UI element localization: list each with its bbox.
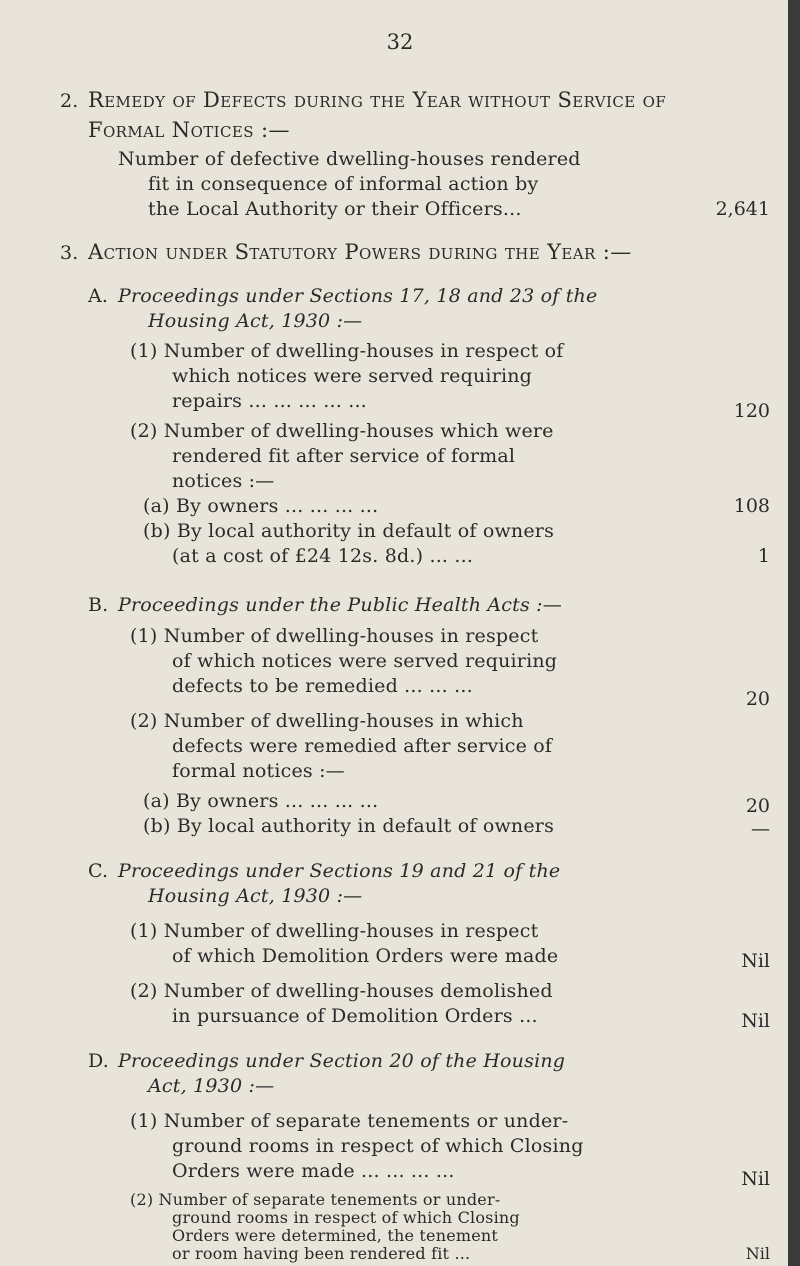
d-item-2-line: ground rooms in respect of which Closing bbox=[172, 1208, 520, 1227]
subsection-c-heading: Proceedings under Sections 19 and 21 of the bbox=[118, 860, 561, 882]
b-item-2a-value: 20 bbox=[745, 795, 770, 817]
d-item-1-line: ground rooms in respect of which Closing bbox=[172, 1135, 584, 1157]
subsection-c-letter: C. bbox=[88, 860, 109, 882]
a-item-2b-value: 1 bbox=[757, 545, 770, 567]
d-item-1-value: Nil bbox=[741, 1168, 770, 1190]
a-item-2b-line: (at a cost of £24 12s. 8d.) ... ... bbox=[172, 545, 474, 567]
d-item-2-value: Nil bbox=[745, 1244, 770, 1263]
c-item-2-line: (2) Number of dwelling-houses demolished bbox=[130, 980, 553, 1002]
b-item-2-line: defects were remedied after service of bbox=[172, 735, 553, 757]
a-item-1-line: (1) Number of dwelling-houses in respect of bbox=[130, 340, 564, 362]
subsection-a-letter: A. bbox=[88, 285, 109, 307]
b-item-2-line: (2) Number of dwelling-houses in which bbox=[130, 710, 524, 732]
section-2-text-line: fit in consequence of informal action by bbox=[148, 173, 539, 195]
a-item-2b-line: (b) By local authority in default of owners bbox=[143, 520, 555, 542]
subsection-b-letter: B. bbox=[88, 594, 109, 616]
subsection-d-heading: Proceedings under Section 20 of the Housing bbox=[118, 1050, 566, 1072]
d-item-1-line: (1) Number of separate tenements or under- bbox=[130, 1110, 569, 1132]
a-item-1-value: 120 bbox=[733, 400, 770, 422]
section-2-value: 2,641 bbox=[715, 198, 770, 220]
c-item-1-value: Nil bbox=[741, 950, 770, 972]
section-2-heading: Remedy of Defects during the Year without Service of bbox=[88, 88, 667, 112]
section-2-heading-cont: Formal Notices :— bbox=[88, 118, 290, 142]
subsection-d-heading-cont: Act, 1930 :— bbox=[148, 1075, 275, 1097]
subsection-a-heading: Proceedings under Sections 17, 18 and 23 of the bbox=[118, 285, 598, 307]
b-item-1-line: (1) Number of dwelling-houses in respect bbox=[130, 625, 539, 647]
a-item-2-line: notices :— bbox=[172, 470, 275, 492]
c-item-1-line: (1) Number of dwelling-houses in respect bbox=[130, 920, 539, 942]
c-item-1-line: of which Demolition Orders were made bbox=[172, 945, 559, 967]
a-item-1-line: which notices were served requiring bbox=[172, 365, 533, 387]
subsection-c-heading-cont: Housing Act, 1930 :— bbox=[148, 885, 363, 907]
b-item-1-line: of which notices were served requiring bbox=[172, 650, 558, 672]
a-item-2-line: (2) Number of dwelling-houses which were bbox=[130, 420, 554, 442]
a-item-2a-line: (a) By owners ... ... ... ... bbox=[143, 495, 379, 517]
subsection-a-heading-cont: Housing Act, 1930 :— bbox=[148, 310, 363, 332]
d-item-2-line: or room having been rendered fit ... bbox=[172, 1244, 471, 1263]
subsection-b-heading: Proceedings under the Public Health Acts :— bbox=[118, 594, 562, 616]
b-item-2b-value: — bbox=[751, 818, 770, 840]
d-item-1-line: Orders were made ... ... ... ... bbox=[172, 1160, 455, 1182]
d-item-2-line: (2) Number of separate tenements or under- bbox=[130, 1190, 501, 1209]
a-item-2a-value: 108 bbox=[733, 495, 770, 517]
c-item-2-value: Nil bbox=[741, 1010, 770, 1032]
section-2-text-line: Number of defective dwelling-houses rendered bbox=[118, 148, 581, 170]
d-item-2-line: Orders were determined, the tenement bbox=[172, 1226, 499, 1245]
page-edge-shadow bbox=[788, 0, 800, 1266]
b-item-2b-line: (b) By local authority in default of owners bbox=[143, 815, 555, 837]
b-item-2a-line: (a) By owners ... ... ... ... bbox=[143, 790, 379, 812]
a-item-1-line: repairs ... ... ... ... ... bbox=[172, 390, 367, 412]
section-3-number: 3. bbox=[60, 242, 79, 264]
b-item-2-line: formal notices :— bbox=[172, 760, 345, 782]
a-item-2-line: rendered fit after service of formal bbox=[172, 445, 516, 467]
page-number: 32 bbox=[386, 30, 414, 54]
b-item-1-value: 20 bbox=[745, 688, 770, 710]
b-item-1-line: defects to be remedied ... ... ... bbox=[172, 675, 473, 697]
section-2-text-line: the Local Authority or their Officers... bbox=[148, 198, 522, 220]
c-item-2-line: in pursuance of Demolition Orders ... bbox=[172, 1005, 538, 1027]
subsection-d-letter: D. bbox=[88, 1050, 109, 1072]
section-2-number: 2. bbox=[60, 90, 79, 112]
section-3-heading: Action under Statutory Powers during the Year :— bbox=[88, 240, 632, 264]
